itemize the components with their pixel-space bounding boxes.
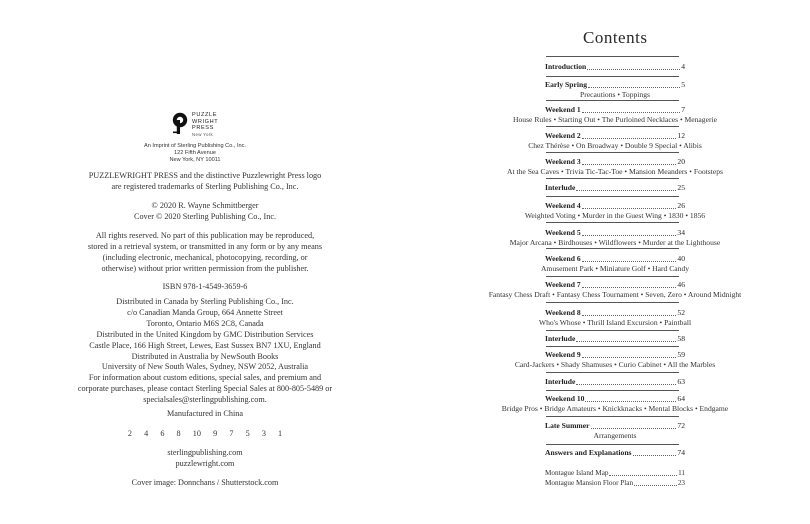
section-divider: [546, 330, 679, 331]
toc-entry-title: Late Summer: [545, 421, 590, 430]
print-line: 2 4 6 8 10 9 7 5 3 1: [127, 429, 283, 438]
imprint-line: 122 Fifth Avenue: [174, 149, 216, 156]
toc-map-title: Montague Island Map: [545, 469, 609, 477]
toc-entry-page: 64: [677, 394, 685, 403]
toc-entry-page: 20: [677, 157, 685, 166]
section-divider: [546, 56, 679, 57]
leader-dots: [576, 334, 676, 342]
toc-entry-page: 26: [677, 201, 685, 210]
leader-dots: [582, 131, 677, 139]
toc-entry[interactable]: [485, 131, 745, 151]
leader-dots: [576, 377, 676, 385]
toc-entry[interactable]: [485, 421, 745, 441]
special-sales-notice: For information about custom editions, special sales, and premium and corporate purchases, please contact Sterling Special Sales at 800-805-5489 or specialsales@sterlingpublishing.com.: [77, 373, 333, 404]
imprint-line: New York, NY 10011: [169, 156, 221, 163]
toc-entry-title: Weekend 1: [545, 105, 581, 114]
page-title: Contents: [583, 28, 648, 47]
toc-entry-puzzles: Precautions • Toppings: [580, 90, 650, 99]
toc-entry[interactable]: [485, 62, 745, 72]
toc-entry[interactable]: [485, 183, 745, 193]
toc-entry-puzzles: Chez Thérèse • On Broadway • Double 9 Special • Alibis: [528, 141, 702, 150]
toc-entry-page: 59: [677, 350, 685, 359]
section-divider: [546, 76, 679, 77]
toc-entry-title: Early Spring: [545, 80, 587, 89]
toc-entry-title: Weekend 3: [545, 157, 581, 166]
website-sterling: sterlingpublishing.com: [167, 448, 243, 457]
toc-entry[interactable]: [485, 105, 745, 125]
toc-entry-title: Interlude: [545, 183, 576, 192]
manufactured-in: Manufactured in China: [167, 409, 243, 418]
toc-entry-page: 58: [677, 334, 685, 343]
toc-entry-page: 46: [677, 280, 685, 289]
toc-entry[interactable]: [485, 377, 745, 387]
toc-map-entry[interactable]: [485, 478, 745, 488]
section-divider: [546, 196, 679, 197]
toc-entry-puzzles: Major Arcana • Birdhouses • Wildflowers • Murder at the Lighthouse: [509, 238, 721, 247]
toc-entry-title: Answers and Explanations: [545, 448, 632, 457]
toc-entry-puzzles: Fantasy Chess Draft • Fantasy Chess Tournament • Seven, Zero • Around Midnight: [488, 290, 742, 299]
toc-entry[interactable]: [485, 334, 745, 344]
copyright-notice: © 2020 R. Wayne Schmittberger Cover © 2020 Sterling Publishing Co., Inc.: [134, 201, 276, 221]
toc-entry-puzzles: House Rules • Starting Out • The Purloined Necklaces • Menagerie: [513, 115, 717, 124]
toc-entry-puzzles: Amusement Park • Miniature Golf • Hard Candy: [540, 264, 690, 273]
section-divider: [546, 126, 679, 127]
toc-entry[interactable]: [485, 80, 745, 100]
toc-entry-puzzles: Card-Jackers • Shady Shamuses • Curio Cabinet • All the Marbles: [514, 360, 716, 369]
toc-entry-page: 72: [677, 421, 685, 430]
imprint-address: [120, 143, 270, 163]
leader-dots: [634, 478, 677, 486]
toc-map-page: 11: [678, 469, 685, 477]
leader-dots: [588, 80, 680, 88]
toc-entry-page: 12: [677, 131, 685, 140]
toc-entry[interactable]: [485, 254, 745, 274]
toc-entry-title: Weekend 5: [545, 228, 581, 237]
toc-entry-puzzles: Bridge Pros • Bridge Amateurs • Knickknacks • Mental Blocks • Endgame: [501, 404, 729, 413]
isbn: ISBN 978-1-4549-3659-6: [162, 282, 248, 291]
trademark-notice: PUZZLEWRIGHT PRESS and the distinctive Puzzlewright Press logo are registered trademarks of Sterling Publishing Co., Inc.: [88, 171, 322, 191]
toc-map-entry[interactable]: [485, 468, 745, 478]
logo-city: New York: [192, 131, 213, 137]
toc-entry-title: Weekend 2: [545, 131, 581, 140]
toc-entry-page: 5: [681, 80, 685, 89]
toc-map-title: Montague Mansion Floor Plan: [545, 479, 634, 487]
toc-entry-title: Interlude: [545, 377, 576, 386]
section-divider: [546, 302, 679, 303]
section-divider: [546, 390, 679, 391]
puzzlewright-logo-icon: [172, 112, 188, 136]
section-divider: [546, 222, 679, 223]
section-divider: [546, 248, 679, 249]
toc-entry-title: Weekend 8: [545, 308, 581, 317]
imprint-line: An Imprint of Sterling Publishing Co., Inc.: [144, 143, 246, 149]
leader-dots: [633, 448, 677, 456]
leader-dots: [582, 350, 677, 358]
website-puzzlewright: puzzlewright.com: [175, 458, 235, 468]
toc-entry[interactable]: [485, 157, 745, 177]
leader-dots: [582, 105, 681, 113]
leader-dots: [609, 468, 677, 476]
toc-map-page: 23: [677, 479, 685, 487]
leader-dots: [576, 183, 676, 191]
toc-entry-title: Weekend 6: [545, 254, 581, 263]
section-divider: [546, 276, 679, 277]
section-divider: [546, 346, 679, 347]
rights-notice: All rights reserved. No part of this publication may be reproduced, stored in a retrieval system, or transmitted in any form or by any means (including electronic, mechanical, photocopying, recording, or otherwise) without prior written permission from the publisher.: [87, 231, 323, 273]
leader-dots: [591, 421, 677, 429]
leader-dots: [582, 308, 677, 316]
section-divider: [546, 100, 679, 101]
leader-dots: [582, 280, 677, 288]
section-divider: [546, 444, 679, 445]
logo-line: PUZZLE: [192, 112, 218, 118]
leader-dots: [582, 254, 677, 262]
websites: [60, 448, 350, 470]
logo-line: WRIGHT: [192, 118, 219, 125]
toc-entry-puzzles: Weighted Voting • Murder in the Guest Wing • 1830 • 1856: [524, 211, 706, 220]
section-divider: [546, 152, 679, 153]
logo-line: PRESS: [192, 125, 214, 132]
toc-entry[interactable]: [485, 201, 745, 221]
toc-entry-page: 4: [681, 62, 685, 71]
leader-dots: [582, 228, 677, 236]
section-divider: [546, 416, 679, 417]
toc-entry-page: 34: [677, 228, 685, 237]
toc-entry-title: Weekend 10: [545, 394, 585, 403]
toc-entry[interactable]: [485, 308, 745, 328]
leader-dots: [585, 394, 676, 402]
cover-image-credit: Cover image: Donnchans / Shutterstock.com: [131, 478, 279, 487]
toc-entry-title: Weekend 4: [545, 201, 581, 210]
toc-entry[interactable]: [485, 350, 745, 370]
toc-entry-title: Weekend 9: [545, 350, 581, 359]
toc-entry-page: 63: [677, 377, 685, 386]
section-divider: [546, 178, 679, 179]
section-divider: [546, 372, 679, 373]
toc-entry-title: Introduction: [545, 62, 587, 71]
toc-entry-page: 52: [677, 308, 685, 317]
leader-dots: [582, 201, 677, 209]
toc-entry[interactable]: [485, 280, 745, 300]
toc-entry[interactable]: [485, 228, 745, 248]
contents-page: [405, 0, 810, 524]
toc-entry-page: 40: [677, 254, 685, 263]
toc-entry-title: Weekend 7: [545, 280, 581, 289]
toc-entry-puzzles: At the Sea Caves • Trivia Tic-Tac-Toe • Mansion Meanders • Footsteps: [507, 167, 723, 176]
toc-entry-page: 74: [677, 448, 685, 457]
toc-entry-page: 25: [677, 183, 685, 192]
toc-entry-puzzles: Who's Whose • Thrill Island Excursion • Paintball: [538, 318, 692, 327]
leader-dots: [582, 157, 677, 165]
toc-entry-page: 7: [681, 105, 685, 114]
toc-entry[interactable]: [485, 448, 745, 458]
toc-entry-title: Interlude: [545, 334, 576, 343]
toc-entry-puzzles: Arrangements: [593, 431, 637, 440]
distribution-notice: Distributed in Canada by Sterling Publishing Co., Inc. c/o Canadian Manda Group, 664 Annette Street Toronto, Ontario M6S 2C8, Canada Distributed in the United Kingdom by GMC Distribution Services Castle Place, 166 High Street, Lewes, East Sussex BN7 1XU, England Distributed in Australia by NewSouth Books University of New South Wales, Sydney, NSW 2052, Australia: [89, 297, 321, 372]
leader-dots: [587, 62, 680, 70]
toc-entry[interactable]: [485, 394, 745, 414]
